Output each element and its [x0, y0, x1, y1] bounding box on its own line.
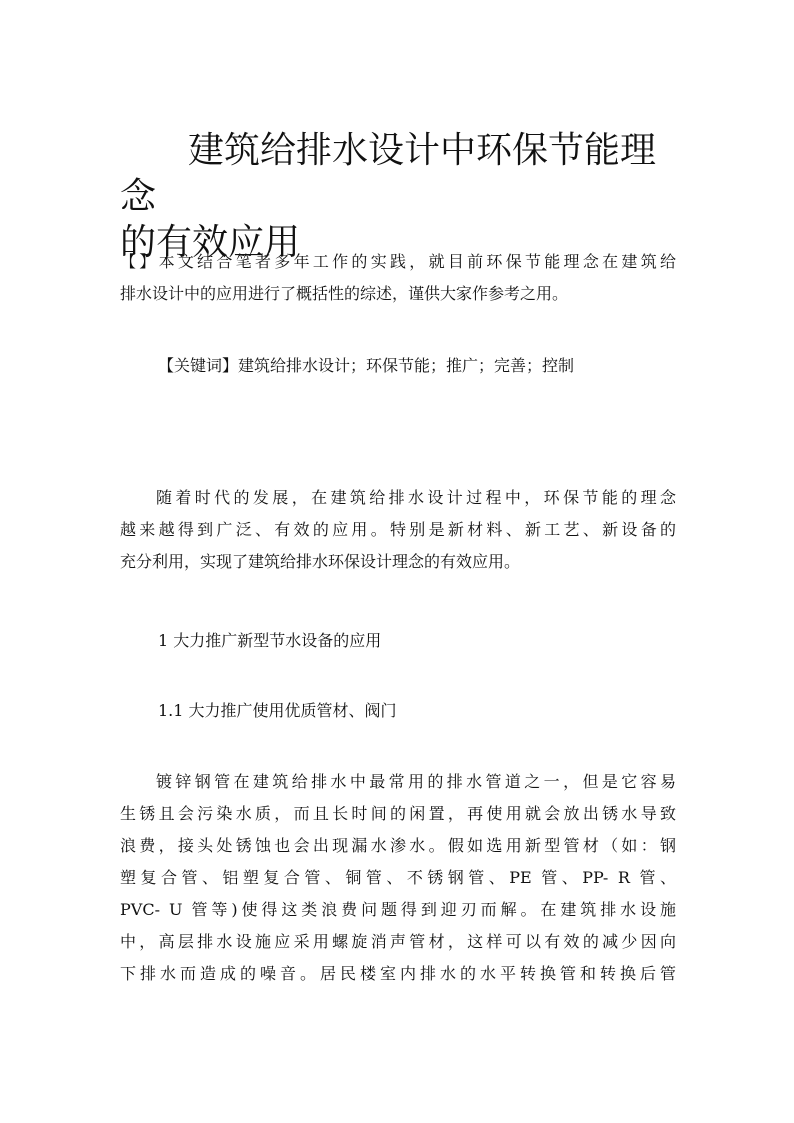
body-line: 浪费，接头处锈蚀也会出现漏水渗水。假如选用新型管材（如：钢 [120, 836, 676, 855]
body-line: 生锈且会污染水质，而且长时间的闲置，再使用就会放出锈水导致 [120, 804, 676, 823]
intro-line: 随着时代的发展，在建筑给排水设计过程中，环保节能的理念 [156, 488, 676, 507]
section-1-heading: 1 大力推广新型节水设备的应用 [158, 631, 382, 650]
intro-line: 充分利用，实现了建筑给排水环保设计理念的有效应用。 [120, 552, 521, 571]
body-line: 塑复合管、铝塑复合管、铜管、不锈钢管、PE 管、PP- R 管、 [120, 868, 676, 887]
keywords-line: 【关键词】建筑给排水设计；环保节能；推广；完善；控制 [158, 356, 575, 375]
body-line: PVC- U 管等)使得这类浪费问题得到迎刃而解。在建筑排水设施 [120, 900, 676, 919]
abstract-line: 【】本文结合笔者多年工作的实践，就目前环保节能理念在建筑给 [120, 252, 676, 271]
body-line: 镀锌钢管在建筑给排水中最常用的排水管道之一，但是它容易 [156, 772, 676, 791]
body-paragraph [120, 766, 676, 990]
intro-paragraph [120, 482, 676, 578]
abstract-line: 排水设计中的应用进行了概括性的综述，谨供大家作参考之用。 [120, 284, 569, 303]
body-line: 下排水而造成的噪音。居民楼室内排水的水平转换管和转换后管 [120, 964, 676, 983]
section-1-1-heading: 1.1 大力推广使用优质管材、阀门 [158, 701, 397, 720]
intro-line: 越来越得到广泛、有效的应用。特别是新材料、新工艺、新设备的 [120, 520, 676, 539]
title-line-2: 的有效应用 [120, 222, 301, 263]
abstract-paragraph [120, 246, 676, 310]
title-line-1: 建筑给排水设计中环保节能理念 [120, 130, 657, 217]
body-line: 中，高层排水设施应采用螺旋消声管材，这样可以有效的减少因向 [120, 932, 676, 951]
